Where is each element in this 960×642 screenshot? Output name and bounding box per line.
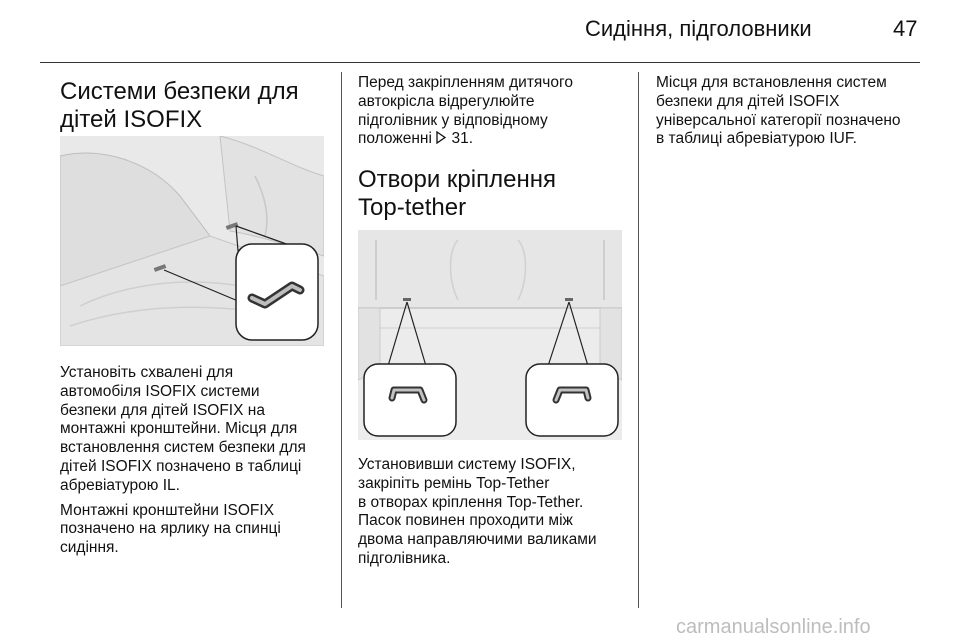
column-divider: [638, 72, 639, 608]
text-line: підголівник у відповідному: [358, 111, 548, 129]
heading-line: Системи безпеки для: [60, 78, 299, 105]
page-reference-arrow-icon[interactable]: [436, 131, 447, 150]
isofix-bracket-illustration: [60, 136, 324, 346]
text-line: двома направляючими валиками: [358, 531, 597, 549]
top-tether-illustration: [358, 230, 622, 440]
text-line: встановлення систем безпеки для: [60, 439, 306, 457]
text-line: позначено на ярлику на спинці: [60, 520, 281, 538]
watermark: carmanualsonline.info: [676, 616, 871, 638]
top-tether-body: [358, 456, 628, 569]
text-line: Місця для встановлення систем: [656, 74, 887, 91]
text-line: в таблиці абревіатурою IUF.: [656, 130, 857, 148]
text-line: в отворах кріплення Top-Tether.: [358, 493, 584, 511]
column-isofix: [60, 72, 330, 134]
text-line: Установивши систему ISOFIX,: [358, 456, 576, 473]
text-line: Перед закріпленням дитячого: [358, 74, 573, 91]
column-divider: [341, 72, 342, 608]
headrest-adjust-note: [358, 74, 628, 150]
top-tether-instructions: [358, 456, 628, 569]
text-line: положенні: [358, 130, 432, 148]
section-title: Сидіння, підголовники: [585, 16, 812, 41]
column-top-tether: [358, 74, 628, 222]
text-line: підголівника.: [358, 549, 451, 567]
heading-line: Отвори кріплення: [358, 166, 556, 194]
header-rule: [40, 62, 920, 63]
page-number: 47: [893, 16, 918, 41]
heading-line: дітей ISOFIX: [60, 106, 203, 133]
isofix-body: [60, 364, 330, 558]
isofix-label-note: [60, 502, 330, 558]
text-line: Установіть схвалені для: [60, 364, 234, 381]
page-reference[interactable]: 31.: [451, 130, 474, 148]
text-line: Монтажні кронштейни ISOFIX: [60, 501, 275, 519]
text-line: автомобіля ISOFIX системи: [60, 382, 260, 400]
isofix-seat-drawing: [60, 136, 324, 346]
isofix-heading: [60, 78, 330, 134]
isofix-instructions: [60, 364, 330, 496]
column-iuf: [656, 74, 926, 149]
text-line: дітей ISOFIX позначено в таблиці: [60, 457, 302, 475]
text-line: автокрісла відрегулюйте: [358, 92, 535, 110]
text-line: безпеки для дітей ISOFIX на: [60, 401, 265, 419]
text-line: монтажні кронштейни. Місця для: [60, 420, 298, 438]
heading-line: Top-tether: [358, 194, 467, 222]
text-line: сидіння.: [60, 539, 119, 557]
top-tether-seat-drawing: [358, 230, 622, 440]
text-line: безпеки для дітей ISOFIX: [656, 92, 840, 110]
text-line: універсальної категорії позначено: [656, 111, 901, 129]
text-line: Пасок повинен проходити між: [358, 512, 573, 530]
text-line: закріпіть ремінь Top-Tether: [358, 474, 550, 492]
top-tether-heading: [358, 166, 628, 222]
iuf-note: [656, 74, 926, 149]
text-line: абревіатурою IL.: [60, 476, 180, 494]
page-header: [0, 0, 960, 62]
